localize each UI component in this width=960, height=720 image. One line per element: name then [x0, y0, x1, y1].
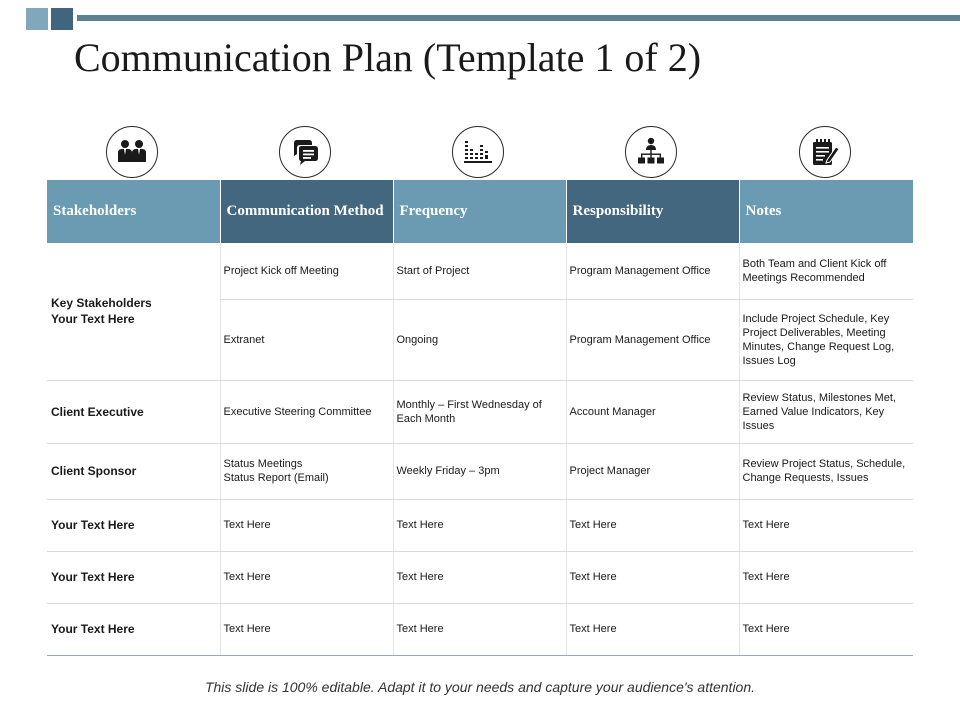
header-frequency: Frequency: [393, 180, 566, 243]
table-row: [47, 443, 913, 499]
notes-cell: Both Team and Client Kick off Meetings Recommended: [739, 243, 913, 299]
method-cell: Executive Steering Committee: [220, 380, 393, 443]
table-row: [47, 603, 913, 655]
decorative-square-dark: [51, 8, 73, 30]
notes-cell: Text Here: [739, 499, 913, 551]
slide-title: Communication Plan (Template 1 of 2): [74, 35, 702, 80]
header-responsibility: Responsibility: [566, 180, 739, 243]
header-communication-method: Communication Method: [220, 180, 393, 243]
stakeholder-cell: Your Text Here: [47, 499, 220, 551]
stakeholder-cell: Key Stakeholders Your Text Here: [47, 243, 220, 380]
decorative-header-line: [77, 15, 960, 21]
slide-footer-note: This slide is 100% editable. Adapt it to your needs and capture your audience's attention.: [204, 679, 756, 695]
frequency-cell: Monthly – First Wednesday of Each Month: [393, 380, 566, 443]
bar-chart-icon: [452, 126, 504, 178]
responsibility-cell: Text Here: [566, 499, 739, 551]
method-cell: Text Here: [220, 551, 393, 603]
notes-cell: Review Status, Milestones Met, Earned Value Indicators, Key Issues: [739, 380, 913, 443]
frequency-cell: Text Here: [393, 551, 566, 603]
table-header-row: [47, 180, 913, 243]
notes-cell: Include Project Schedule, Key Project Deliverables, Meeting Minutes, Change Request Log, Issues Log: [739, 299, 913, 380]
people-icon: [106, 126, 158, 178]
frequency-cell: Start of Project: [393, 243, 566, 299]
notes-cell: Review Project Status, Schedule, Change Requests, Issues: [739, 443, 913, 499]
method-cell: Extranet: [220, 299, 393, 380]
notes-cell: Text Here: [739, 603, 913, 655]
stakeholder-cell: Your Text Here: [47, 603, 220, 655]
column-icons-row: [47, 124, 913, 180]
responsibility-cell: Project Manager: [566, 443, 739, 499]
table-row: [47, 243, 913, 299]
responsibility-cell: Text Here: [566, 603, 739, 655]
stakeholder-cell: Client Executive: [47, 380, 220, 443]
frequency-cell: Text Here: [393, 603, 566, 655]
header-stakeholders: Stakeholders: [47, 180, 220, 243]
notepad-pen-icon: [799, 126, 851, 178]
decorative-square-light: [26, 8, 48, 30]
frequency-cell: Ongoing: [393, 299, 566, 380]
responsibility-cell: Account Manager: [566, 380, 739, 443]
table-row: [47, 380, 913, 443]
table-row: [47, 551, 913, 603]
communication-plan-table: [47, 180, 913, 656]
method-cell: Project Kick off Meeting: [220, 243, 393, 299]
stakeholder-cell: Your Text Here: [47, 551, 220, 603]
method-cell: Status Meetings Status Report (Email): [220, 443, 393, 499]
method-cell: Text Here: [220, 603, 393, 655]
responsibility-cell: Program Management Office: [566, 243, 739, 299]
notes-cell: Text Here: [739, 551, 913, 603]
method-cell: Text Here: [220, 499, 393, 551]
responsibility-cell: Program Management Office: [566, 299, 739, 380]
header-notes: Notes: [739, 180, 913, 243]
frequency-cell: Text Here: [393, 499, 566, 551]
table-row: [47, 499, 913, 551]
org-chart-icon: [625, 126, 677, 178]
stakeholder-cell: Client Sponsor: [47, 443, 220, 499]
chat-bubble-icon: [279, 126, 331, 178]
frequency-cell: Weekly Friday – 3pm: [393, 443, 566, 499]
responsibility-cell: Text Here: [566, 551, 739, 603]
